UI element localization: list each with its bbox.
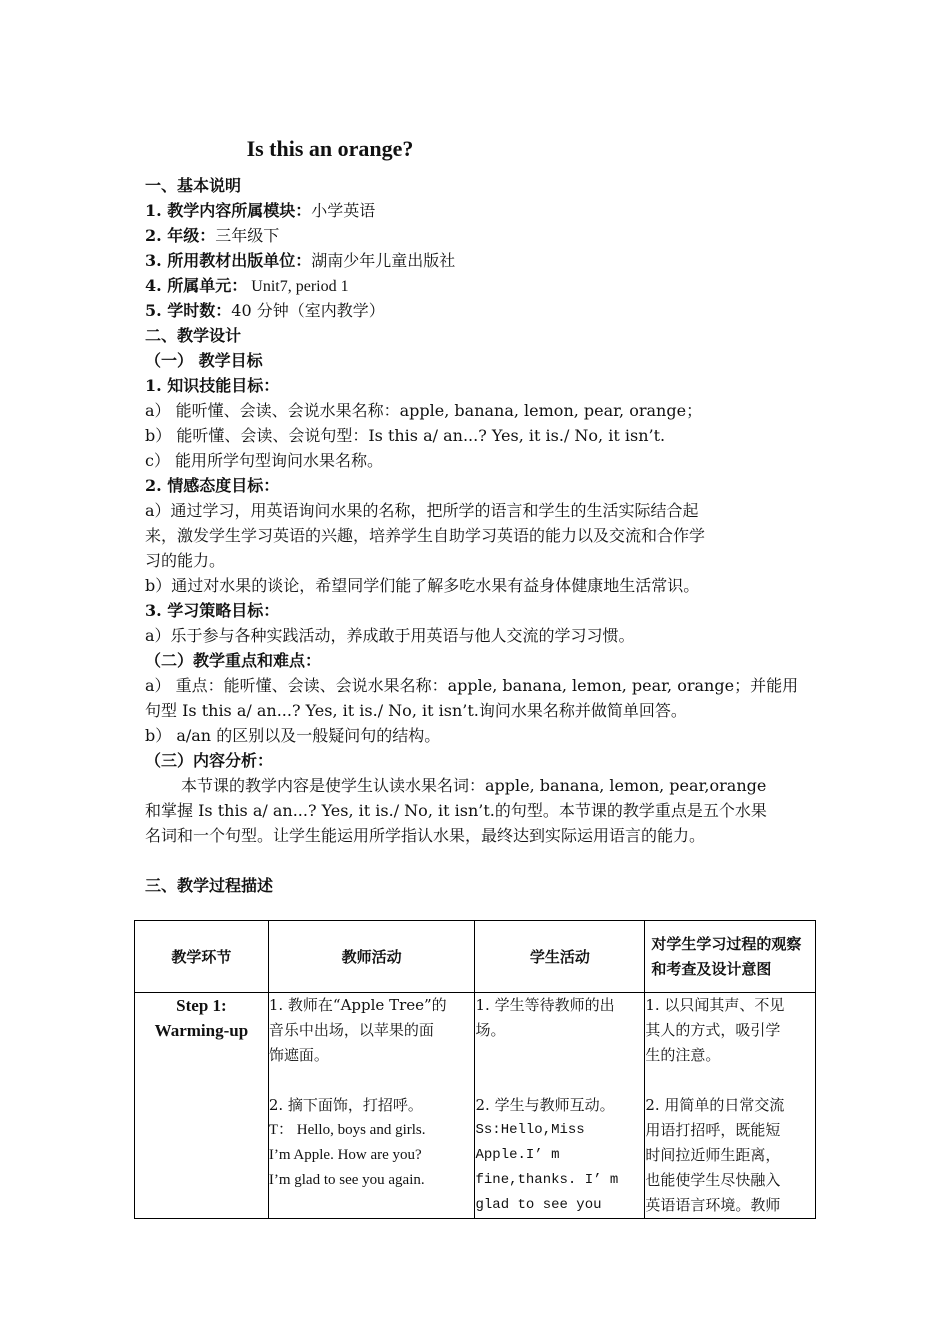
teacher-activity-cell: 1. 教师在“Apple Tree”的 音乐中出场，以苹果的面 饰遮面。 2. 摘下面饰，打招呼。 T： Hello, boys and girls. I’m Apple. How are you? I’m glad to see you again. bbox=[268, 993, 475, 1219]
header-student: 学生活动 bbox=[475, 921, 645, 993]
header-intent: 对学生学习过程的观察和考查及设计意图 bbox=[645, 921, 816, 993]
goal-attitude-heading: 2. 情感态度目标： bbox=[145, 476, 280, 495]
subheading-analysis: （三）内容分析： bbox=[145, 751, 274, 770]
analysis-line: 本节课的教学内容是使学生认读水果名词：apple, banana, lemon, pear,orange bbox=[181, 776, 767, 795]
goal-line: b）通过对水果的谈论，希望同学们能了解多吃水果有益身体健康地生活常识。 bbox=[145, 576, 700, 595]
analysis-line: 名词和一个句型。让学生能运用所学指认水果，最终达到实际运用语言的能力。 bbox=[145, 826, 706, 845]
intent-cell: 1. 以只闻其声、不见 其人的方式，吸引学 生的注意。 2. 用简单的日常交流 用语打招呼，既能短 时间拉近师生距离， 也能使学生尽快融入 英语语言环境。教师 bbox=[645, 993, 816, 1219]
goal-line: b） 能听懂、会读、会说句型：Is this a/ an...? Yes, it is./ No, it isn’t. bbox=[145, 426, 666, 445]
basic-item: 4. 所属单元： Unit7, period 1 bbox=[145, 276, 349, 295]
document-title: Is this an orange? bbox=[246, 136, 414, 161]
step-cell: Step 1: Warming-up bbox=[135, 993, 269, 1219]
keypoint-line: b） a/an 的区别以及一般疑问句的结构。 bbox=[145, 726, 441, 745]
goal-line: c） 能用所学句型询问水果名称。 bbox=[145, 451, 384, 470]
section-heading-process: 三、教学过程描述 bbox=[145, 876, 274, 895]
goal-line: 来，激发学生学习英语的兴趣，培养学生自助学习英语的能力以及交流和合作学 bbox=[145, 526, 706, 545]
goal-knowledge-heading: 1. 知识技能目标： bbox=[145, 376, 280, 395]
table-row bbox=[135, 993, 816, 1219]
subheading-keypoints: （二）教学重点和难点： bbox=[145, 651, 322, 670]
table-header-row bbox=[135, 921, 816, 993]
analysis-line: 和掌握 Is this a/ an...? Yes, it is./ No, it isn’t.的句型。本节课的教学重点是五个水果 bbox=[145, 801, 767, 820]
header-stage: 教学环节 bbox=[135, 921, 269, 993]
keypoint-line: 句型 Is this a/ an...? Yes, it is./ No, it isn’t.询问水果名称并做简单回答。 bbox=[145, 701, 687, 720]
goal-line: a）乐于参与各种实践活动，养成敢于用英语与他人交流的学习习惯。 bbox=[145, 626, 635, 645]
section-heading-basic: 一、基本说明 bbox=[145, 176, 242, 195]
goal-line: 习的能力。 bbox=[145, 551, 226, 570]
basic-item: 5. 学时数：40 分钟（室内教学） bbox=[145, 301, 385, 320]
subheading-goals: （一） 教学目标 bbox=[145, 351, 263, 370]
content-lines bbox=[145, 173, 810, 898]
basic-item: 2. 年级：三年级下 bbox=[145, 226, 280, 245]
goal-line: a）通过学习，用英语询问水果的名称，把所学的语言和学生的生活实际结合起 bbox=[145, 501, 699, 520]
section-heading-design: 二、教学设计 bbox=[145, 326, 242, 345]
goal-strategy-heading: 3. 学习策略目标： bbox=[145, 601, 280, 620]
header-teacher: 教师活动 bbox=[268, 921, 475, 993]
goal-line: a） 能听懂、会读、会说水果名称：apple, banana, lemon, pear, orange； bbox=[145, 401, 703, 420]
basic-item: 1. 教学内容所属模块：小学英语 bbox=[145, 201, 376, 220]
student-activity-cell: 1. 学生等待教师的出 场。 2. 学生与教师互动。 Ss:Hello,Miss Apple.I’ m fine,thanks. I’ m glad to see you bbox=[475, 993, 645, 1219]
process-table bbox=[134, 920, 816, 1219]
keypoint-line: a） 重点：能听懂、会读、会说水果名称：apple, banana, lemon, pear, orange；并能用 bbox=[145, 676, 799, 695]
basic-item: 3. 所用教材出版单位：湖南少年儿童出版社 bbox=[145, 251, 456, 270]
